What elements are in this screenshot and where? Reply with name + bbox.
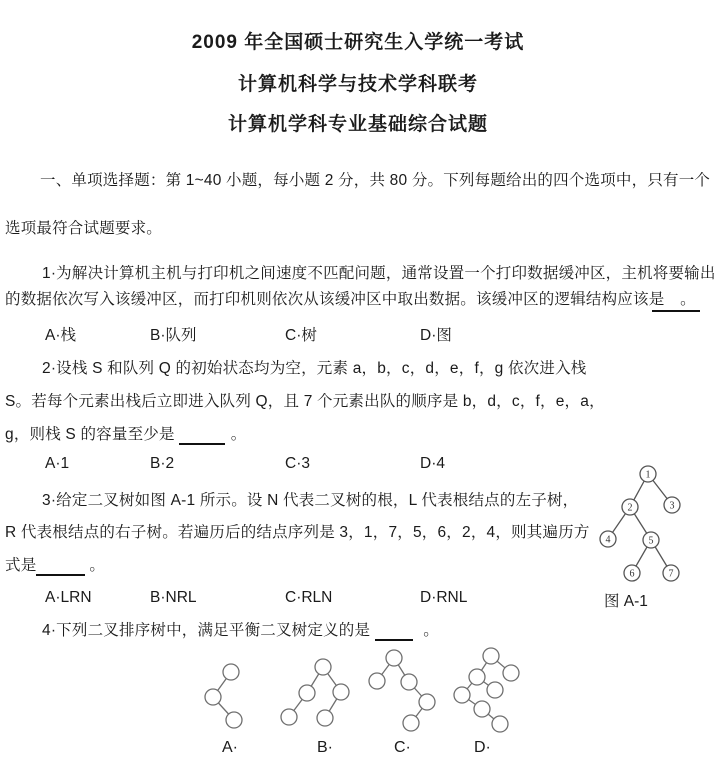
question-2-option-c: C·3 (285, 455, 310, 472)
tree-node-label: 5 (648, 535, 654, 547)
question-3-text-line-3 (5, 553, 105, 576)
question-1-option-a: A·栈 (45, 327, 77, 344)
exam-title-line-3: 计算机学科专业基础综合试题 (227, 114, 488, 135)
question-4-text-after-blank: 。 (423, 622, 439, 639)
tree-option-b (281, 659, 349, 726)
tree-label-a: A· (222, 739, 238, 756)
question-3-text-after-blank: 。 (89, 557, 106, 574)
question-2-answer-blank (179, 443, 225, 445)
exam-title-line-1: 2009 年全国硕士研究生入学统一考试 (191, 32, 525, 53)
tree-node-label: 7 (668, 568, 674, 580)
tree-label-b: B· (317, 739, 333, 756)
question-2-text-after-blank: 。 (230, 426, 247, 443)
tree-label-c: C· (394, 739, 411, 756)
question-1-option-d: D·图 (420, 327, 452, 344)
question-1-option-c: C·树 (285, 327, 317, 344)
question-2-text-line-3 (5, 422, 246, 445)
figure-a1-binary-tree (595, 458, 707, 586)
figure-a1-caption: 图 A-1 (604, 593, 648, 610)
question-3-option-a: A·LRN (45, 589, 92, 606)
question-3-option-b: B·NRL (150, 589, 197, 606)
tree-node (483, 648, 499, 664)
exam-title-line-2: 计算机科学与技术学科联考 (237, 74, 478, 95)
tree-node (401, 674, 417, 690)
question-3-option-c: C·RLN (285, 589, 333, 606)
tree-node (403, 715, 419, 731)
tree-node-label: 4 (605, 534, 611, 546)
tree-node (333, 684, 349, 700)
question-1-option-b: B·队列 (150, 327, 197, 344)
tree-node (469, 669, 485, 685)
tree-node (419, 694, 435, 710)
question-2-option-d: D·4 (420, 455, 445, 472)
tree-node (281, 709, 297, 725)
tree-node (223, 664, 239, 680)
question-1-text-line-2: 的数据依次写入该缓冲区，而打印机则依次从该缓冲区中取出数据。该缓冲区的逻辑结构应该是 。 (5, 291, 696, 308)
question-4-text-before-blank: 4·下列二叉排序树中，满足平衡二叉树定义的是 (42, 622, 371, 639)
tree-node (369, 673, 385, 689)
tree-option-c (369, 650, 435, 731)
tree-node (226, 712, 242, 728)
tree-node (386, 650, 402, 666)
section-intro-line-1: 一、单项选择题：第 1~40 小题，每小题 2 分，共 80 分。下列每题给出的四个选项中，只有一个 (40, 172, 711, 189)
tree-node-label: 3 (669, 500, 675, 512)
question-2-option-a: A·1 (45, 455, 70, 472)
question-3-text-line-1: 3·给定二叉树如图 A-1 所示。设 N 代表二叉树的根，L 代表根结点的左子树， (42, 492, 579, 509)
tree-node (205, 689, 221, 705)
tree-node (299, 685, 315, 701)
tree-node (454, 687, 470, 703)
question-2-text-before-blank: g，则栈 S 的容量至少是 (5, 426, 175, 443)
question-2-option-b: B·2 (150, 455, 175, 472)
question-4-answer-blank (375, 639, 413, 641)
tree-node-label: 1 (645, 469, 651, 481)
tree-node (492, 716, 508, 732)
question-3-answer-blank (36, 574, 85, 576)
tree-option-a (205, 664, 242, 728)
tree-node (317, 710, 333, 726)
question-4-tree-diagrams (190, 645, 520, 737)
question-4-text-line-1 (42, 618, 439, 641)
section-intro-line-2: 选项最符合试题要求。 (5, 220, 163, 237)
question-1-answer-blank (652, 310, 700, 312)
tree-node (487, 682, 503, 698)
question-3-text-before-blank: 式是 (5, 557, 37, 574)
question-3-option-d: D·RNL (420, 589, 468, 606)
question-2-text-line-1: 2·设栈 S 和队列 Q 的初始状态均为空，元素 a，b，c，d，e，f，g 依次进入栈 (42, 360, 587, 377)
tree-node-label: 6 (629, 568, 635, 580)
tree-node (503, 665, 519, 681)
question-1-options-row (0, 323, 716, 343)
tree-node-label: 2 (627, 502, 633, 514)
tree-node (474, 701, 490, 717)
tree-label-d: D· (474, 739, 491, 756)
question-3-text-line-2: R 代表根结点的右子树。若遍历后的结点序列是 3，1，7，5，6，2，4，则其遍历方 (5, 524, 590, 541)
tree-option-d (454, 648, 519, 732)
tree-node (315, 659, 331, 675)
question-1-text-line-1: 1·为解决计算机主机与打印机之间速度不匹配问题，通常设置一个打印数据缓冲区，主机将要输出 (42, 265, 716, 282)
question-2-text-line-2: S。若每个元素出栈后立即进入队列 Q，且 7 个元素出队的顺序是 b，d，c，f，e，a， (5, 393, 605, 410)
